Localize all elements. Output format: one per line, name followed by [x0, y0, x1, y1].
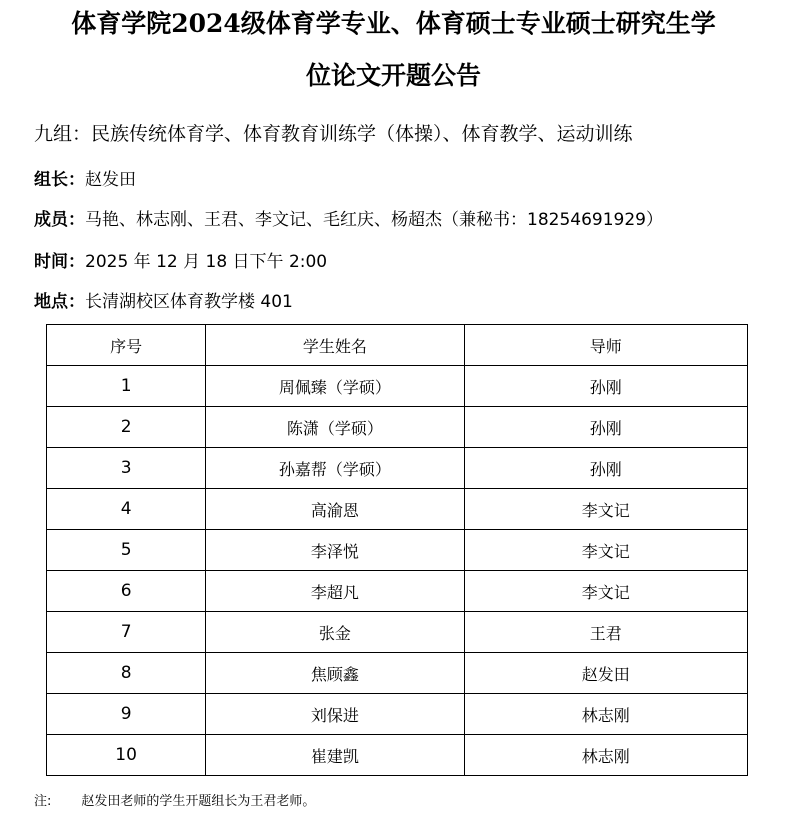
time-row [34, 251, 327, 273]
leader-value: 赵发田 [85, 170, 136, 190]
table-row [47, 489, 748, 530]
row-index: 5 [47, 530, 206, 571]
student-roster-table [46, 324, 748, 776]
row-student: 孙嘉帮（学硕） [206, 448, 464, 489]
time-label: 时间： [34, 252, 85, 272]
table-row [47, 735, 748, 776]
table-row [47, 694, 748, 735]
table-row [47, 448, 748, 489]
row-index: 7 [47, 612, 206, 653]
page-title-line-1: 体育学院2024级体育学专业、体育硕士专业硕士研究生学 [71, 9, 716, 38]
footnote-text: 赵发田老师的学生开题组长为王君老师。 [81, 794, 316, 809]
table-header-row [47, 325, 748, 366]
row-advisor: 林志刚 [464, 694, 747, 735]
place-value: 长清湖校区体育教学楼 401 [85, 292, 293, 312]
table-row [47, 653, 748, 694]
row-student: 崔建凯 [206, 735, 464, 776]
table-row [47, 571, 748, 612]
header-advisor: 导师 [464, 325, 747, 366]
row-advisor: 孙刚 [464, 366, 747, 407]
row-student: 焦顾鑫 [206, 653, 464, 694]
members-value: 马艳、林志刚、王君、李文记、毛红庆、杨超杰（兼秘书：18254691929） [85, 210, 663, 230]
table-row [47, 366, 748, 407]
group-heading: 九组：民族传统体育学、体育教育训练学（体操）、体育教学、运动训练 [34, 123, 633, 145]
row-student: 张金 [206, 612, 464, 653]
members-label: 成员： [34, 210, 85, 230]
row-student: 李泽悦 [206, 530, 464, 571]
row-advisor: 李文记 [464, 530, 747, 571]
row-advisor: 王君 [464, 612, 747, 653]
row-index: 2 [47, 407, 206, 448]
row-index: 8 [47, 653, 206, 694]
header-index: 序号 [47, 325, 206, 366]
leader-label: 组长： [34, 170, 85, 190]
members-row [34, 209, 663, 231]
row-index: 1 [47, 366, 206, 407]
row-student: 陈潇（学硕） [206, 407, 464, 448]
row-advisor: 林志刚 [464, 735, 747, 776]
row-advisor: 李文记 [464, 571, 747, 612]
table-row [47, 407, 748, 448]
row-index: 3 [47, 448, 206, 489]
time-value: 2025 年 12 月 18 日下午 2:00 [85, 252, 328, 272]
page-title-line-2: 位论文开题公告 [305, 61, 481, 90]
footnote [34, 790, 315, 809]
place-label: 地点： [34, 292, 85, 312]
row-student: 李超凡 [206, 571, 464, 612]
row-advisor: 赵发田 [464, 653, 747, 694]
row-advisor: 孙刚 [464, 448, 747, 489]
footnote-label: 注: [34, 794, 52, 809]
place-row [34, 291, 293, 313]
row-index: 4 [47, 489, 206, 530]
row-student: 周佩臻（学硕） [206, 366, 464, 407]
table-row [47, 530, 748, 571]
row-index: 10 [47, 735, 206, 776]
row-index: 9 [47, 694, 206, 735]
table-row [47, 612, 748, 653]
leader-row [34, 169, 136, 191]
row-advisor: 李文记 [464, 489, 747, 530]
header-student-name: 学生姓名 [206, 325, 464, 366]
row-student: 高渝恩 [206, 489, 464, 530]
row-advisor: 孙刚 [464, 407, 747, 448]
row-student: 刘保进 [206, 694, 464, 735]
row-index: 6 [47, 571, 206, 612]
